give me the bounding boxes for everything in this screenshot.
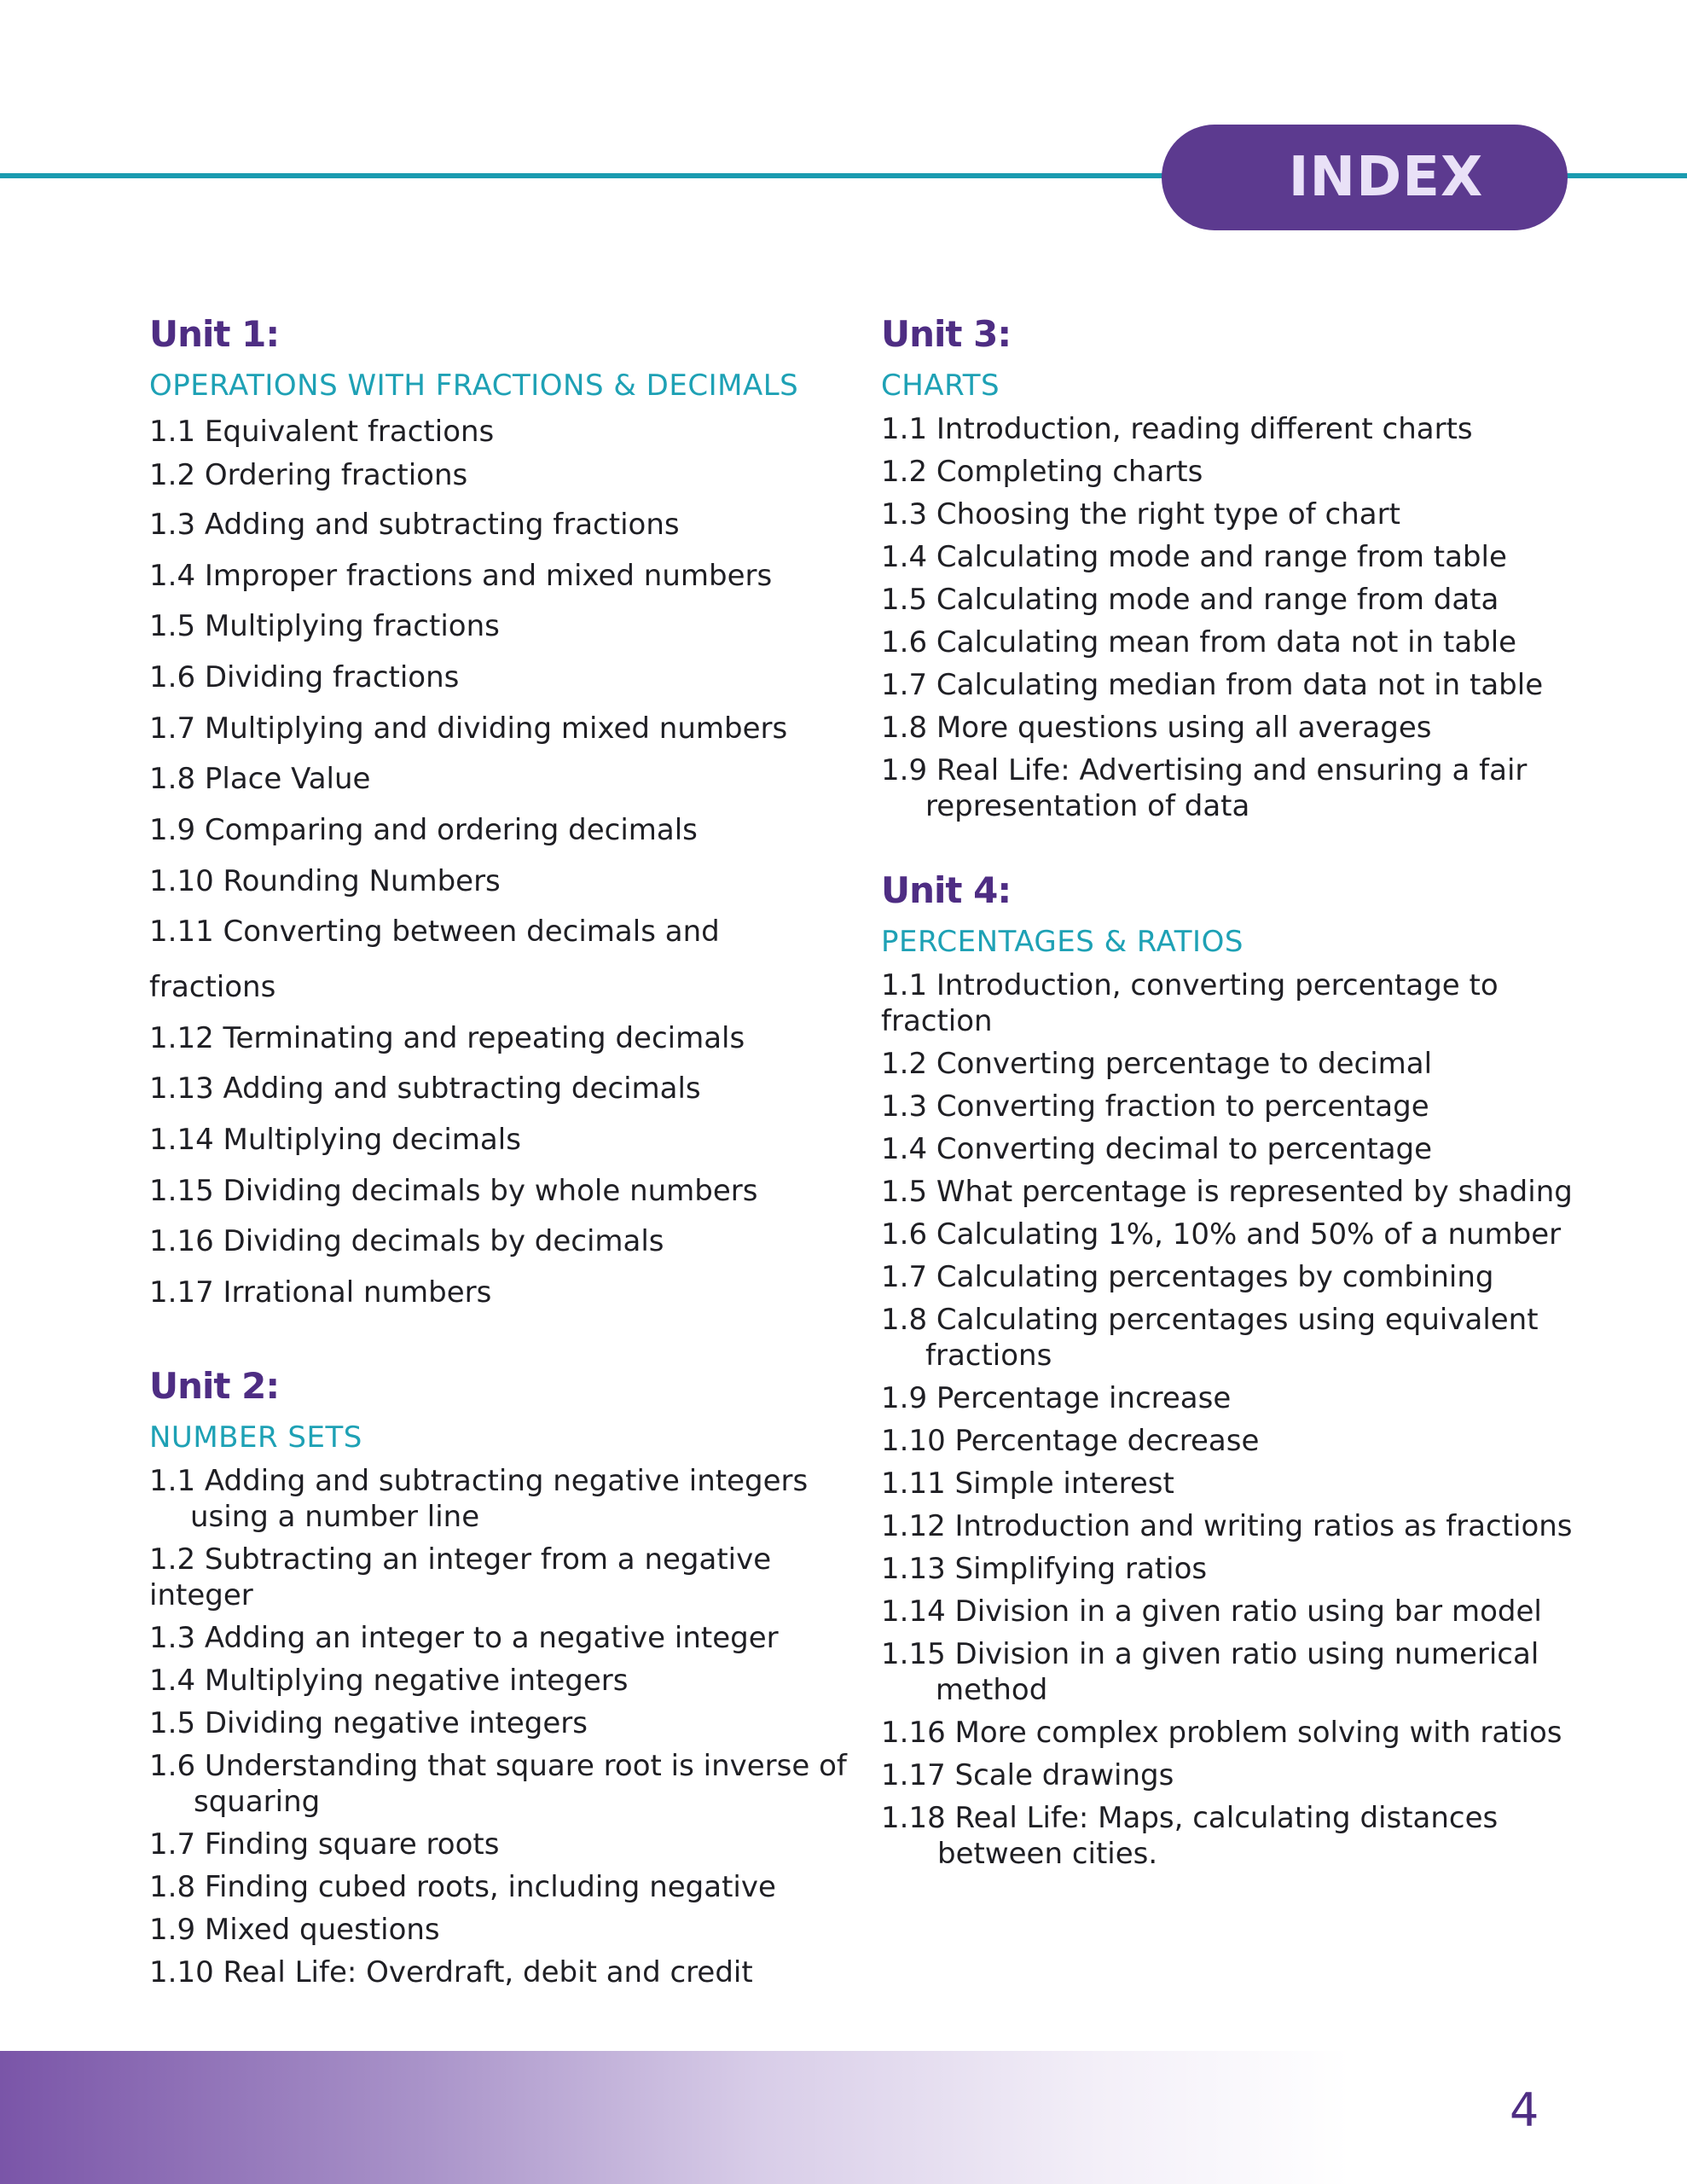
topic-item[interactable]: 1.4 Calculating mode and range from table: [881, 540, 1507, 574]
topic-item[interactable]: 1.14 Division in a given ratio using bar model: [881, 1594, 1542, 1629]
unit-3-section: [881, 307, 1632, 824]
index-title: INDEX: [1288, 146, 1484, 209]
unit-1-heading: Unit 1:: [149, 313, 280, 355]
topic-item[interactable]: 1.8 More questions using all averages: [881, 711, 1432, 745]
topic-item[interactable]: 1.12 Terminating and repeating decimals: [149, 1021, 745, 1055]
topic-item-continuation[interactable]: fractions: [925, 1339, 1052, 1373]
topic-item[interactable]: 1.17 Scale drawings: [881, 1758, 1174, 1792]
topic-item[interactable]: 1.3 Adding and subtracting fractions: [149, 508, 680, 542]
topic-item-continuation[interactable]: between cities.: [937, 1837, 1158, 1871]
topic-item[interactable]: 1.1 Introduction, converting percentage to: [881, 968, 1499, 1002]
topic-item[interactable]: 1.1 Adding and subtracting negative integers: [149, 1464, 809, 1498]
topic-item[interactable]: 1.3 Adding an integer to a negative integer: [149, 1621, 779, 1655]
unit-4-section: [881, 863, 1632, 1872]
unit-4-subtitle: PERCENTAGES & RATIOS: [881, 925, 1244, 959]
topic-item[interactable]: 1.10 Percentage decrease: [881, 1424, 1260, 1458]
unit-1-subtitle: OPERATIONS WITH FRACTIONS & DECIMALS: [149, 369, 799, 403]
topic-item[interactable]: 1.9 Mixed questions: [149, 1913, 440, 1947]
topic-item[interactable]: 1.6 Calculating mean from data not in table: [881, 625, 1517, 659]
topic-item[interactable]: 1.9 Comparing and ordering decimals: [149, 813, 698, 847]
topic-item[interactable]: 1.7 Multiplying and dividing mixed numbers: [149, 712, 788, 746]
topic-item[interactable]: 1.2 Subtracting an integer from a negative integer: [149, 1542, 772, 1612]
topic-item[interactable]: 1.7 Calculating percentages by combining: [881, 1260, 1494, 1294]
footer-gradient-band: [0, 2051, 1687, 2184]
right-column: [881, 307, 1632, 1872]
topic-item[interactable]: 1.6 Calculating 1%, 10% and 50% of a number: [881, 1217, 1562, 1252]
topic-item[interactable]: 1.5 Dividing negative integers: [149, 1706, 588, 1740]
topic-item[interactable]: 1.12 Introduction and writing ratios as fractions: [881, 1509, 1573, 1543]
topic-item[interactable]: 1.2 Converting percentage to decimal: [881, 1047, 1433, 1081]
topic-item-continuation[interactable]: method: [936, 1673, 1048, 1707]
unit-3-heading: Unit 3:: [881, 313, 1012, 355]
unit-2-heading: Unit 2:: [149, 1365, 280, 1407]
topic-item[interactable]: 1.10 Real Life: Overdraft, debit and credit: [149, 1955, 753, 1989]
topic-item[interactable]: 1.2 Completing charts: [881, 455, 1203, 489]
topic-item[interactable]: 1.4 Multiplying negative integers: [149, 1664, 629, 1698]
topic-item[interactable]: 1.7 Finding square roots: [149, 1827, 500, 1862]
unit-4-heading: Unit 4:: [881, 869, 1012, 911]
unit-3-subtitle: CHARTS: [881, 369, 1000, 403]
topic-item[interactable]: 1.5 What percentage is represented by shading: [881, 1175, 1573, 1209]
topic-item[interactable]: 1.8 Calculating percentages using equivalent: [881, 1303, 1539, 1337]
topic-item[interactable]: 1.9 Percentage increase: [881, 1381, 1232, 1415]
left-column: [149, 307, 849, 1990]
topic-item[interactable]: 1.11 Converting between decimals and fractions: [149, 915, 720, 1004]
topic-item[interactable]: 1.15 Dividing decimals by whole numbers: [149, 1174, 758, 1208]
unit-4-topic-list: [881, 967, 1632, 1872]
unit-1-topic-list: [149, 411, 849, 1320]
topic-item[interactable]: 1.4 Converting decimal to percentage: [881, 1132, 1433, 1166]
topic-item[interactable]: 1.11 Simple interest: [881, 1467, 1174, 1501]
topic-item-continuation[interactable]: fraction: [881, 1004, 993, 1038]
topic-item[interactable]: 1.5 Calculating mode and range from data: [881, 583, 1499, 617]
topic-item[interactable]: 1.5 Multiplying fractions: [149, 609, 500, 643]
topic-item[interactable]: 1.17 Irrational numbers: [149, 1275, 492, 1310]
topic-item[interactable]: 1.6 Dividing fractions: [149, 660, 460, 694]
topic-item[interactable]: 1.13 Adding and subtracting decimals: [149, 1072, 701, 1106]
topic-item[interactable]: 1.3 Converting fraction to percentage: [881, 1089, 1429, 1124]
topic-item[interactable]: 1.16 More complex problem solving with ratios: [881, 1716, 1562, 1750]
index-title-badge: [1162, 125, 1568, 230]
topic-item[interactable]: 1.1 Introduction, reading different charts: [881, 412, 1473, 446]
topic-item[interactable]: 1.4 Improper fractions and mixed numbers: [149, 559, 773, 593]
unit-2-topic-list: [149, 1463, 849, 1990]
topic-item[interactable]: 1.2 Ordering fractions: [149, 458, 468, 492]
topic-item[interactable]: 1.3 Choosing the right type of chart: [881, 497, 1400, 531]
topic-item[interactable]: 1.1 Equivalent fractions: [149, 415, 495, 449]
topic-item-continuation[interactable]: representation of data: [925, 789, 1250, 823]
topic-item[interactable]: 1.16 Dividing decimals by decimals: [149, 1224, 664, 1258]
topic-item[interactable]: 1.14 Multiplying decimals: [149, 1123, 521, 1157]
topic-item[interactable]: 1.15 Division in a given ratio using numerical: [881, 1637, 1539, 1671]
topic-item[interactable]: 1.7 Calculating median from data not in table: [881, 668, 1544, 702]
topic-item[interactable]: 1.8 Place Value: [149, 762, 371, 796]
topic-item-continuation[interactable]: squaring: [194, 1785, 321, 1819]
topic-item[interactable]: 1.6 Understanding that square root is inverse of: [149, 1749, 847, 1783]
topic-item[interactable]: 1.9 Real Life: Advertising and ensuring a fair: [881, 753, 1528, 787]
topic-item[interactable]: 1.13 Simplifying ratios: [881, 1552, 1208, 1586]
page-number: 4: [1510, 2083, 1539, 2137]
topic-item[interactable]: 1.8 Finding cubed roots, including negative: [149, 1870, 776, 1904]
topic-item-continuation[interactable]: using a number line: [190, 1500, 480, 1534]
unit-2-subtitle: NUMBER SETS: [149, 1420, 362, 1455]
unit-3-topic-list: [881, 411, 1632, 824]
unit-1-section: [149, 307, 849, 1320]
topic-item[interactable]: 1.18 Real Life: Maps, calculating distances: [881, 1801, 1499, 1835]
unit-2-section: [149, 1359, 849, 1990]
topic-item[interactable]: 1.10 Rounding Numbers: [149, 864, 501, 898]
